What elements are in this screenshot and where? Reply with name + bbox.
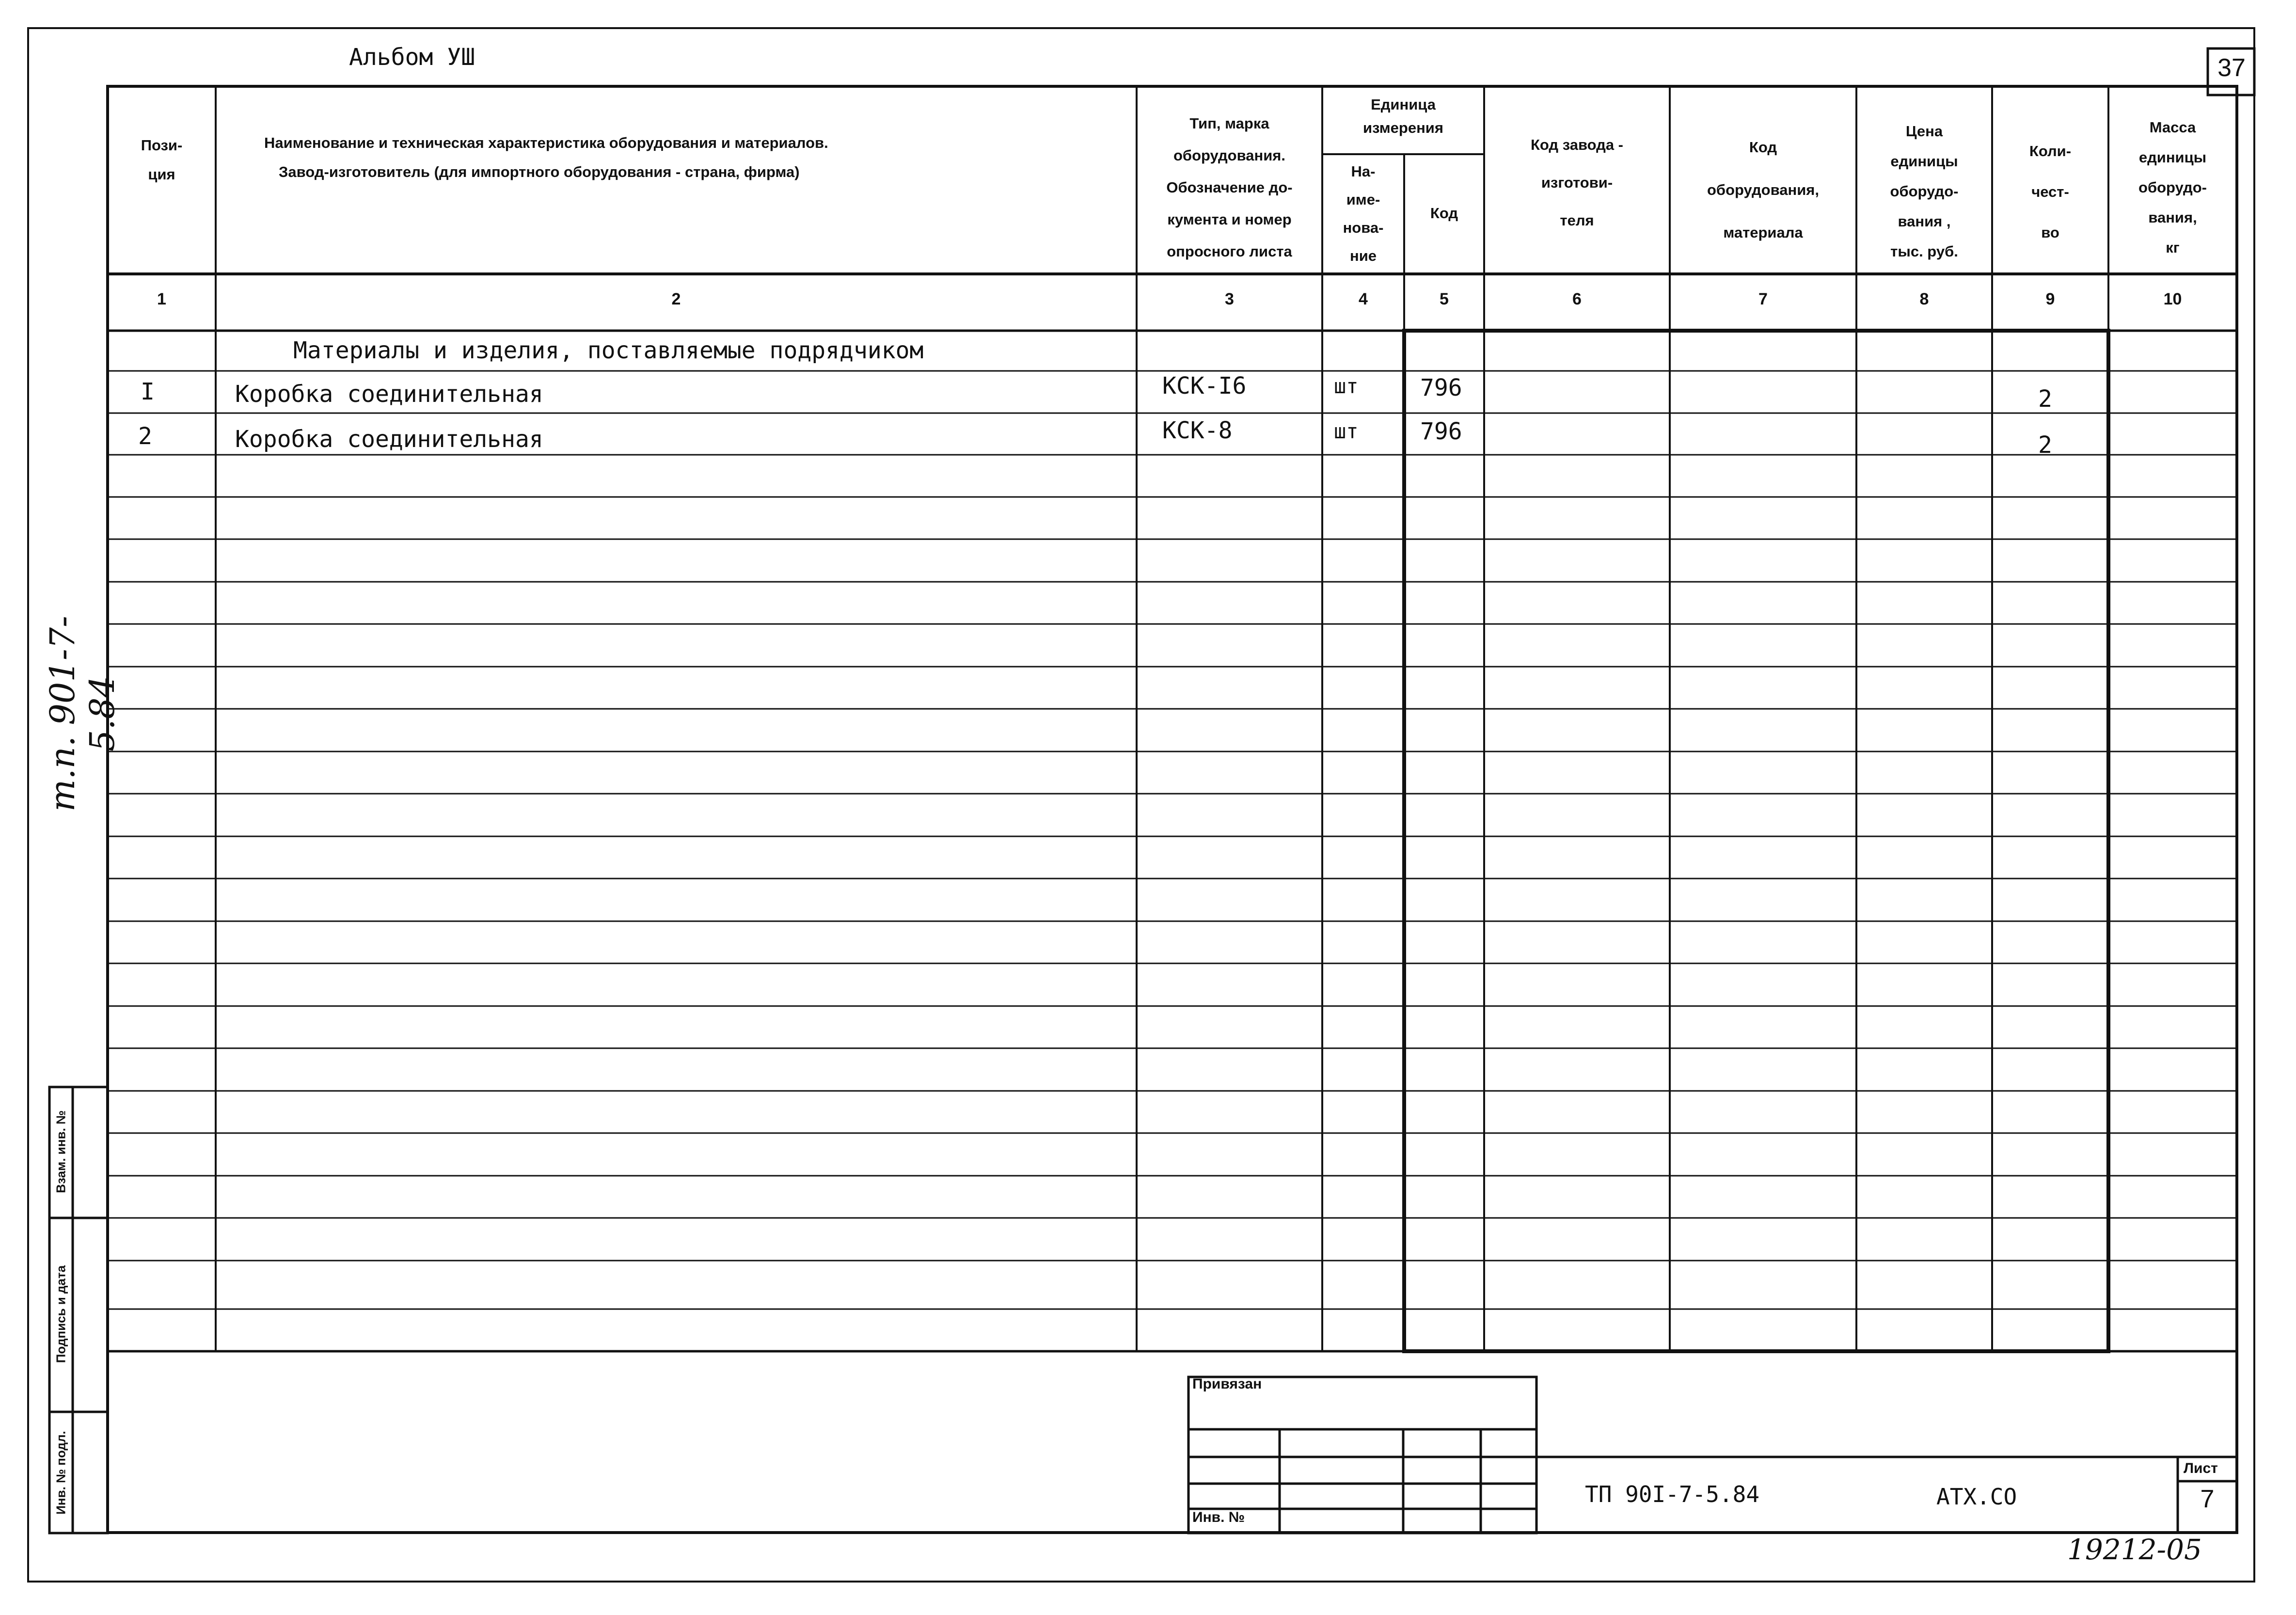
row2-name: Коробка соединительная [235,426,543,453]
column-lines [216,86,2108,1351]
stamp-code: АТХ.СО [1936,1484,2017,1510]
colnum-5: 5 [1440,290,1449,308]
row2-quantity: 2 [2038,432,2052,459]
colnum-10: 10 [2163,290,2182,308]
colnum-6: 6 [1572,290,1582,308]
stamp-designation: ТП 90I-7-5.84 [1585,1481,1760,1507]
stamp-privyazan: Привязан [1192,1376,1262,1392]
row1-type: КСК-I6 [1162,372,1247,400]
colnum-7: 7 [1758,290,1768,308]
colnum-4: 4 [1359,290,1368,308]
row2-position: 2 [138,423,152,450]
header-equipment-code: Код оборудования, материала [1707,139,1819,241]
row2-unit: шт [1334,419,1359,443]
header-factory-code: Код завода - изготови- теля [1530,136,1623,229]
header-unit-name: На- име- нова- ние [1343,163,1384,264]
page-number: 37 [2217,54,2246,82]
side-handwritten-designation: т.п. 901-7-5.84 [43,616,122,812]
header-type: Тип, марка оборудования. Обозначение до- кумента и номер опросного листа [1166,115,1293,260]
section-title: Материалы и изделия, поставляемые подрядчиком [293,337,924,364]
album-title: Альбом УШ [349,44,475,71]
colnum-9: 9 [2045,290,2055,308]
row1-unit: шт [1334,374,1359,398]
title-stamp [1188,1377,2237,1533]
colnum-3: 3 [1225,290,1234,308]
stamp-sheet-label: Лист [2184,1460,2218,1476]
row1-code: 796 [1420,374,1462,401]
bold-region [1404,331,2108,1351]
header-quantity: Коли- чест- во [2029,143,2072,241]
row2-code: 796 [1420,418,1462,445]
header-price: Цена единицы оборудо- вания , тыс. руб. [1890,123,1959,260]
colnum-2: 2 [671,290,681,308]
bottom-number: 19212-05 [2067,1533,2202,1566]
row1-position: I [141,378,155,405]
row1-name: Коробка соединительная [235,381,543,408]
row1-quantity: 2 [2038,385,2052,413]
stamp-inv-no: Инв. № [1192,1509,1245,1525]
row2-type: КСК-8 [1162,417,1233,444]
stamp-sheet-number: 7 [2200,1485,2215,1513]
header-name: Наименование и техническая характеристика оборудования и материалов. Завод-изготовитель (для импортного оборудования - страна, фирма) [264,134,828,180]
header-unit-code: Код [1430,205,1458,222]
header-position: Пози- ция [141,137,183,183]
colnum-1: 1 [157,290,166,308]
side-vzam-inv: Взам. инв. № [53,1110,68,1193]
side-inv-podl: Инв. № подл. [53,1431,68,1515]
side-podpis-data: Подпись и дата [53,1265,68,1363]
row-lines [108,371,2237,1351]
header-unit-group: Единица измерения [1363,96,1443,136]
header-mass: Масса единицы оборудо- вания, кг [2138,119,2207,256]
colnum-8: 8 [1919,290,1929,308]
